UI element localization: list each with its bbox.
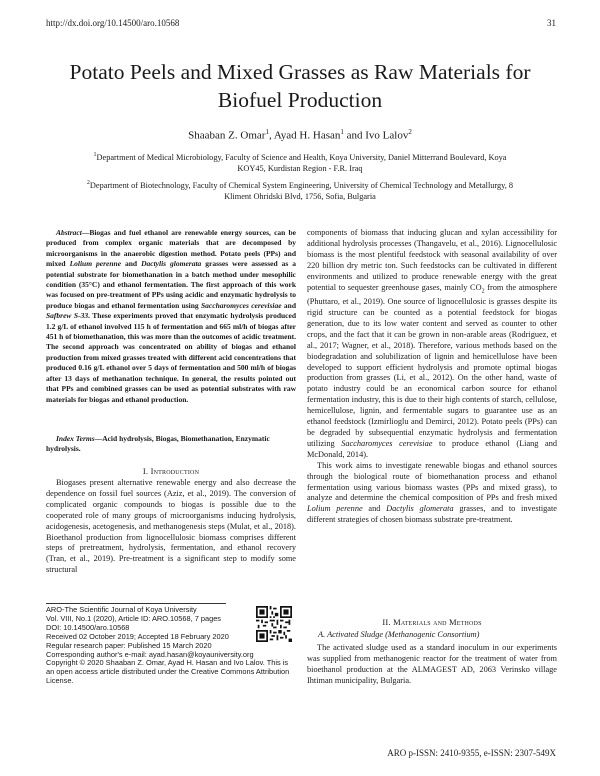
affiliation-2 (80, 178, 520, 202)
species-name: Saccharomyces cerevisiae (200, 300, 282, 310)
paragraph-text: grasses, and to investigate different strategies of chosen biomass substrate pre-treatment. (307, 504, 557, 525)
footnote-line: Vol. VIII, No.1 (2020), Article ID: ARO.10568, 7 pages (46, 613, 222, 623)
paragraph-text: This work aims to investigate renewable biogas and ethanol sources through the biological route of biomethanation process and ethanol fermentation using various biomass wastes (PPs and mixed grass), to analyze and determine the chemical composition of PPs and fresh mixed (307, 460, 557, 503)
index-terms-dash: — (94, 434, 103, 443)
abstract (46, 228, 296, 405)
affiliation-sup: 1 (93, 152, 97, 158)
paragraph (307, 461, 557, 526)
journal-issn: ARO p-ISSN: 2410-9355, e-ISSN: 2307-549X (387, 748, 556, 758)
section-title: Introduction (150, 466, 200, 476)
right-column-text (307, 228, 557, 526)
paragraph: The activated sludge used as a standard inoculum in our experiments was supplied from methanogenic reactor for the treatment of water from bioethanol production at the ALMAGEST AD, 2063 Verinsko village Ihtiman municipality, Bulgaria. (307, 643, 557, 685)
doi-link[interactable]: http://dx.doi.org/10.14500/aro.10568 (46, 18, 180, 28)
index-terms (46, 434, 296, 455)
species-name: Lolium perenne (69, 259, 122, 269)
methods-text (307, 643, 557, 687)
abstract-text: and (121, 259, 142, 269)
author-sup: 1 (265, 128, 269, 136)
author-name: Shaaban Z. Omar (188, 129, 266, 142)
introduction-text (46, 478, 296, 576)
species-name: Lolium perenne (307, 504, 363, 514)
affiliation-text: Department of Medical Microbiology, Faculty of Science and Health, Koya University, Daniel Mitterrand Boulevard, Koya KOY45, Kurdistan Region - F.R. Iraq (96, 152, 507, 173)
species-name: Saccharomyces cerevisiae (341, 438, 433, 448)
affiliation-1 (80, 150, 520, 174)
section-heading-introduction (46, 466, 296, 476)
footnote-line: Copyright © 2020 Shaaban Z. Omar, Ayad H. Hasan and Ivo Lalov. This is an open access article distributed under the Creative Commons Attribution License. (46, 658, 290, 686)
section-number: I. (142, 466, 151, 476)
author-sep: , (268, 129, 274, 142)
species-name: Dactylis glomerata (141, 259, 202, 269)
subscript: 2 (481, 288, 485, 295)
footnote-line: Regular research paper: Published 15 March 2020 (46, 640, 212, 650)
footnote-line: ARO-The Scientific Journal of Koya University (46, 605, 197, 614)
abstract-text: Biogas and fuel ethanol are renewable energy sources, can be produced from complex organic materials that are decomposed by microorganisms in the anaerobic digestion method. Potato peels (PPs) and mixed (46, 228, 296, 269)
footnote-line: DOI: 10.14500/aro.10568 (46, 622, 130, 632)
author-sup: 2 (408, 128, 412, 136)
page-number: 31 (547, 18, 556, 28)
index-terms-label: Index Terms (56, 434, 95, 443)
author-name: Ivo Lalov (365, 129, 409, 142)
author-list (40, 128, 560, 142)
footnote-rule (46, 603, 226, 604)
paragraph (307, 228, 557, 461)
section-heading-methods (307, 617, 557, 627)
paragraph-text: from the atmosphere (Phuttaro, et al., 2019). One source of lignocellulosic is grasses despite its rigid structure can be counted as a potential feedstock for biogas generation, due to its low water content and served as counter to other crops, and the fact that it can be grown in non-arable areas (Rodriguez, et al., 2017; Wagner, et al., 2018). Therefore, various methods based on the biodegradation and solubilization of lignin and hemicellulose have been developed to support efficient hydrolysis and promote optimal biogas production from grasses (Li, et al., 2012). On the other hand, waste of potato industry could be an economical carbon source for ethanol fermentation industry, this is due to their high contents of starch, cellulose, hemicellulose, lignin, and fermentable sugars to guarantee use as an ethanol feedstock (Izmirlioglu and Demirci, 2012). Potato peels (PPs) can be degraded by subsequential enzymatic hydrolysis and fermentation utilizing (307, 282, 557, 448)
section-title: Materials and Methods (393, 617, 482, 627)
subsection-heading: A. Activated Sludge (Methanogenic Consortium) (318, 630, 480, 639)
paragraph-text: and (362, 504, 387, 514)
species-name: Dactylis glomerata (386, 504, 454, 514)
footnote-line: Received 02 October 2019; Accepted 18 February 2020 (46, 631, 229, 641)
affiliation-text: Department of Biotechnology, Faculty of Chemical System Engineering, University of Chemical Technology and Metallurgy, 8 Kliment Ohridski Blvd, 1756, Sofia, Bulgaria (89, 180, 514, 201)
qr-code-icon (256, 606, 292, 642)
paper-title: Potato Peels and Mixed Grasses as Raw Materials for Biofuel Production (69, 60, 531, 112)
species-name: Safbrew S-33 (46, 311, 89, 321)
abstract-dash: — (81, 228, 90, 237)
abstract-text: . These experiments proved that enzymatic hydrolysis produced 1.2 g/L of ethanol involved 115 h of fermentation and 665 ml/h of biogas after 451 h of biomethanation, this was more than the outcomes of acidic treatment. The second approach was concentrated on ability of biogas and ethanol production from mixed grasses treated with different acid concentrations that produced 0.16 g/L ethanol over 5 days of fermentation and 500 ml/h of biogas after 13 days of methanation technique. In general, the results pointed out that PPs and combined grasses can be used as potential substrates with raw materials for biogas and ethanol production. (46, 311, 296, 404)
author-sep: and (343, 129, 366, 142)
abstract-label: Abstract (56, 228, 82, 237)
paragraph-text: to produce ethanol (Liang and McDonald, 2014). (307, 438, 557, 459)
author-name: Ayad H. Hasan (273, 129, 341, 142)
affiliation-sup: 2 (86, 180, 90, 186)
author-sup: 1 (340, 128, 344, 136)
section-number: II. (382, 617, 394, 627)
abstract-text: and (281, 300, 297, 310)
paragraph: Biogases present alternative renewable energy and also decrease the dependence on fossil fuel sources (Aziz, et al., 2019). The conversion of complicated organic compounds to biogas is possible due to the cooperated role of many groups of microorganisms inducing hydrolysis, acidogenesis, acetogenesis, and methanogenesis steps (Mulat, et al., 2018). Bioethanol production from lignocellulosic biomass comprises different steps of pretreatment, hydrolysis, fermentation, and ethanol recovery (Tran, et al., 2019). Pre-treatment is a significant step to modify some structural (46, 478, 296, 575)
abstract-text: grasses were assessed as a potential substrate for biomethanation in a batch method under mesophilic condition (35°C) and ethanol fermentation. The first approach of this work was focused on pre-treatment of PPs using acidic and enzymatic hydrolysis to produce biogas and ethanol fermentation using (46, 259, 296, 310)
paragraph-text: components of biomass that inducing glucan and xylan accessibility for additional hydrolysis processes (Thangavelu, et al., 2016). Lignocellulosic biomass is the most plentiful feedstock with seasonal availability of over 220 billion dry metric ton. Such feedstocks can be cultivated in different environments and utilized to produce renewable energy with the great potential to sequester greenhouse gases, mainly CO (307, 228, 557, 292)
footnote-line: Corresponding author's e-mail: ayad.hasan@koyauniversity.org (46, 649, 254, 659)
index-terms-text: Acid hydrolysis, Biogas, Biomethanation, Enzymatic hydrolysis. (46, 434, 270, 454)
